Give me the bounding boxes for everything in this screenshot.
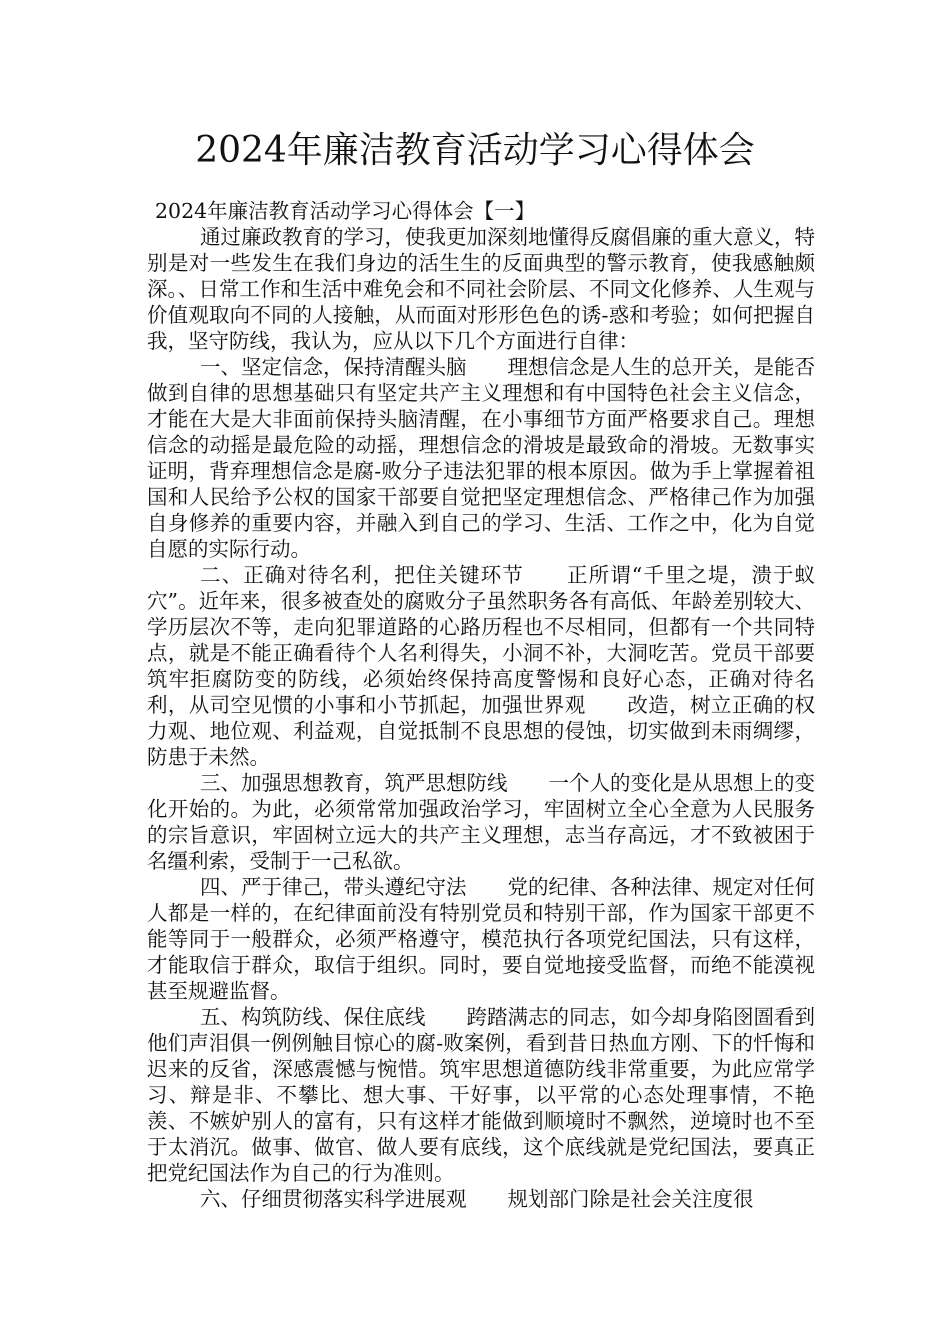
paragraph-point-2: 二、正确对待名利，把住关键环节 正所谓“千里之堤，溃于蚁穴”。近年来，很多被查处的腐败分子虽然职务各有高低、年龄差别较大、学历层次不等，走向犯罪道路的心路历程也不尽相同，但都有一个共同特点，就是不能正确看待个人名利得失，小洞不补，大洞吃苦。党员干部要筑牢拒腐防变的防线，必须始终保持高度警惕和良好心态，正确对待名利，从司空见惯的小事和小节抓起，加强世界观 改造，树立正确的权力观、地位观、利益观，自觉抵制不良思想的侵蚀，切实做到未雨绸缪，防患于未然。 <box>147 563 815 769</box>
document-body <box>147 198 815 1212</box>
paragraph-point-3: 三、加强思想教育，筑严思想防线 一个人的变化是从思想上的变化开始的。为此，必须常常加强政治学习，牢固树立全心全意为人民服务的宗旨意识，牢固树立远大的共产主义理想，志当存高远，才不致被困于名缰利索，受制于一己私欲。 <box>147 771 815 873</box>
paragraph-point-4: 四、严于律己，带头遵纪守法 党的纪律、各种法律、规定对任何人都是一样的，在纪律面前没有特别党员和特别干部，作为国家干部更不能等同于一般群众，必须严格遵守，模范执行各项党纪国法，只有这样，才能取信于群众，取信于组织。同时，要自觉地接受监督，而绝不能漠视甚至规避监督。 <box>147 875 815 1003</box>
paragraph-point-1: 一、坚定信念，保持清醒头脑 理想信念是人生的总开关，是能否做到自律的思想基础只有坚定共产主义理想和有中国特色社会主义信念，才能在大是大非面前保持头脑清醒，在小事细节方面严格要求自己。理想信念的动摇是最危险的动摇，理想信念的滑坡是最致命的滑坡。无数事实证明，背弃理想信念是腐-败分子违法犯罪的根本原因。做为手上掌握着祖国和人民给予公权的国家干部要自觉把坚定理想信念、严格律己作为加强自身修养的重要内容，并融入到自己的学习、生活、工作之中，化为自觉自愿的实际行动。 <box>147 355 815 561</box>
paragraph-point-5: 五、构筑防线、保住底线 跨踏满志的同志，如今却身陷囹圄看到他们声泪俱一例例触目惊心的腐-败案例，看到昔日热血方刚、下的忏悔和迟来的反省，深感震憾与惋惜。筑牢思想道德防线非常重要，为此应常学习、辩是非、不攀比、想大事、干好事，以平常的心态处理事情，不艳羡、不嫉妒别人的富有，只有这样才能做到顺境时不飘然，逆境时也不至于太消沉。做事、做官、做人要有底线，这个底线就是党纪国法，要真正把党纪国法作为自己的行为准则。 <box>147 1005 815 1185</box>
paragraph-intro: 通过廉政教育的学习，使我更加深刻地懂得反腐倡廉的重大意义，特别是对一些发生在我们身边的活生生的反面典型的警示教育，使我感触颇深。、日常工作和生活中难免会和不同社会阶层、不同文化修养、人生观与价值观取向不同的人接触，从而面对形形色色的诱-惑和考验；如何把握自我，坚守防线，我认为，应从以下几个方面进行自律： <box>147 225 815 353</box>
document-title: 2024年廉洁教育活动学习心得体会 <box>195 130 755 171</box>
section-subtitle: 2024年廉洁教育活动学习心得体会【一】 <box>155 199 536 223</box>
paragraph-point-6: 六、仔细贯彻落实科学进展观 规划部门除是社会关注度很 <box>200 1187 754 1211</box>
